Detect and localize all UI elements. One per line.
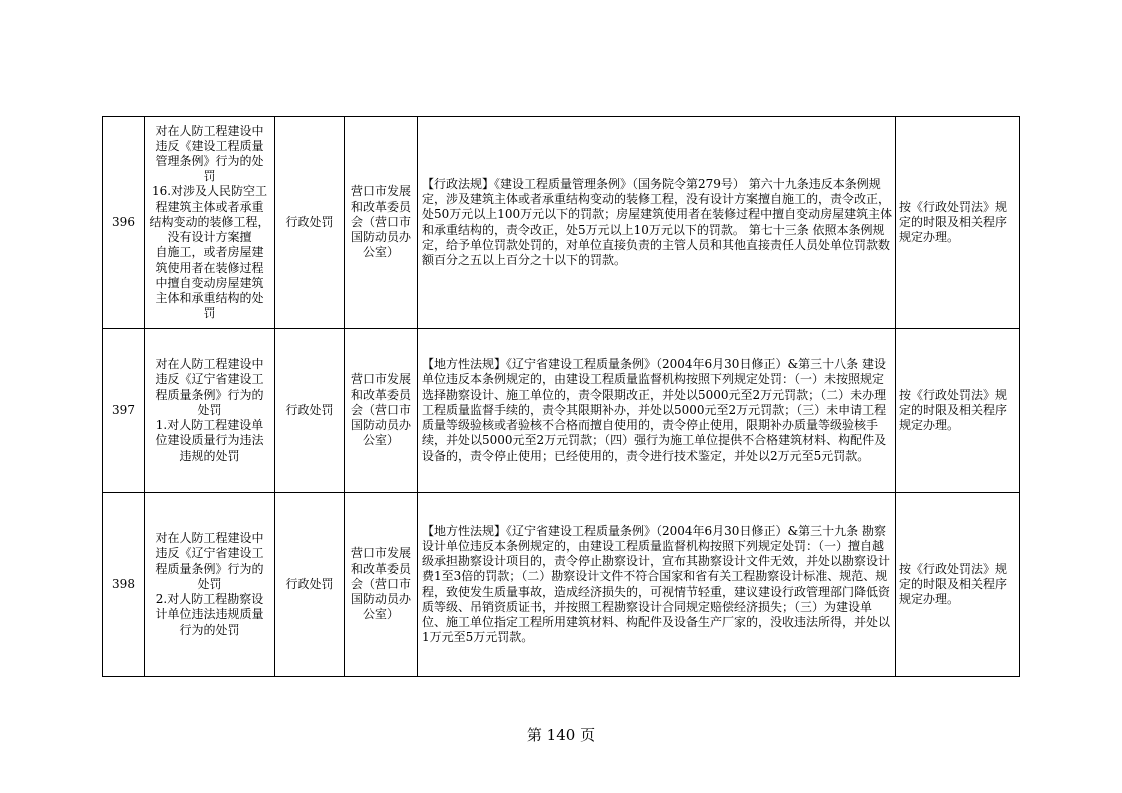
procedure: 按《行政处罚法》规定的时限及相关程序规定办理。 — [896, 117, 1020, 329]
legal-basis: 【行政法规】《建设工程质量管理条例》（国务院令第279号） 第六十九条违反本条例规定，涉及建筑主体或者承重结构变动的装修工程，没有设计方案擅自施工的，责令改正，处50万元以上100万元以下的罚款；房屋建筑使用者在装修过程中擅自变动房屋建筑主体和承重结构的，责令改正，处5万元以上10万元以下的罚款。 第七十三条 依照本条例规定，给予单位罚款处罚的，对单位直接负责的主管人员和其他直接责任人员处单位罚款数额百分之五以上百分之十以下的罚款。 — [418, 117, 896, 329]
procedure: 按《行政处罚法》规定的时限及相关程序规定办理。 — [896, 493, 1020, 677]
row-number: 397 — [103, 329, 145, 493]
table-row — [103, 493, 1020, 677]
department: 营口市发展 和改革委员 会（营口市 国防动员办 公室） — [345, 117, 418, 329]
department: 营口市发展 和改革委员 会（营口市 国防动员办 公室） — [345, 493, 418, 677]
table-row — [103, 329, 1020, 493]
table-row — [103, 117, 1020, 329]
legal-basis: 【地方性法规】《辽宁省建设工程质量条例》（2004年6月30日修正）&第三十九条 勘察设计单位违反本条例规定的，由建设工程质量监督机构按照下列规定处罚：（一）擅自越级承担勘察设计项目的，责令停止勘察设计，宣布其勘察设计文件无效，并处以勘察设计费1至3倍的罚款；（二）勘察设计文件不符合国家和省有关工程勘察设计标准、规范、规程，致使发生质量事故，造成经济损失的，可视情节轻重，建议建设行政管理部门降低资质等级、吊销资质证书，并按照工程勘察设计合同规定赔偿经济损失；（三）为建设单位、施工单位指定工程所用建筑材料、构配件及设备生产厂家的，没收违法所得，并处以1万元至5万元罚款。 — [418, 493, 896, 677]
page-number: 第 140 页 — [526, 726, 596, 744]
penalty-type: 行政处罚 — [275, 117, 345, 329]
legal-basis: 【地方性法规】《辽宁省建设工程质量条例》（2004年6月30日修正）&第三十八条 建设单位违反本条例规定的，由建设工程质量监督机构按照下列规定处罚：（一）未按照规定选择勘察设计、施工单位的，责令限期改正，并处以5000元至2万元罚款；（二）未办理工程质量监督手续的，责令其限期补办，并处以5000元至2万元罚款；（三）未申请工程质量等级验核或者验核不合格而擅自使用的，责令停止使用，限期补办质量等级验核手续，并处以5000元至2万元罚款；（四）强行为施工单位提供不合格建筑材料、构配件及设备的，责令停止使用；已经使用的，责令进行技术鉴定，并处以2万元至5元罚款。 — [418, 329, 896, 493]
penalty-type: 行政处罚 — [275, 493, 345, 677]
row-number: 398 — [103, 493, 145, 677]
item-name: 对在人防工程建设中 违反《辽宁省建设工 程质量条例》行为的 处罚 2.对人防工程勘察设 计单位违法违规质量 行为的处罚 — [145, 493, 275, 677]
item-name: 对在人防工程建设中 违反《辽宁省建设工 程质量条例》行为的 处罚 1.对人防工程建设单 位建设质量行为违法 违规的处罚 — [145, 329, 275, 493]
penalty-type: 行政处罚 — [275, 329, 345, 493]
row-number: 396 — [103, 117, 145, 329]
department: 营口市发展 和改革委员 会（营口市 国防动员办 公室） — [345, 329, 418, 493]
procedure: 按《行政处罚法》规定的时限及相关程序规定办理。 — [896, 329, 1020, 493]
item-name: 对在人防工程建设中 违反《建设工程质量 管理条例》行为的处 罚 16.对涉及人民防空工 程建筑主体或者承重 结构变动的装修工程，没有设计方案擅 自施工，或者房屋建 筑使用者在装修过程 中擅自变动房屋建筑 主体和承重结构的处 罚 — [145, 117, 275, 329]
penalty-table — [102, 116, 1020, 677]
